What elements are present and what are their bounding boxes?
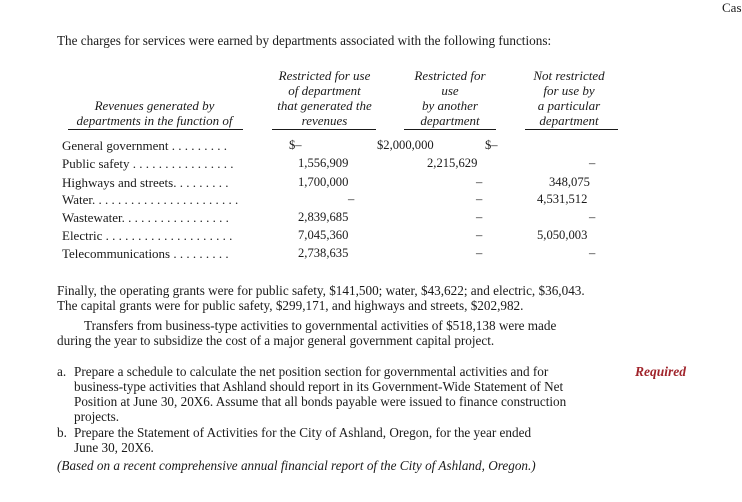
header-rule-col1 bbox=[272, 129, 376, 130]
intro-text: The charges for services were earned by departments associated with the following functions: bbox=[57, 33, 552, 48]
row-label: General government . . . . . . . . . bbox=[62, 138, 227, 153]
cell-col1: 1,700,000 bbox=[298, 175, 349, 189]
row-label: Public safety . . . . . . . . . . . . . . . . bbox=[62, 156, 234, 171]
row-label: Highways and streets. . . . . . . . . bbox=[62, 175, 229, 190]
row-label: Electric . . . . . . . . . . . . . . . . . . . . bbox=[62, 228, 233, 243]
cell-col1: 7,045,360 bbox=[298, 228, 349, 242]
transfers-paragraph: Transfers from business-type activities to governmental activities of $518,138 were made during the year to subsidize the cost of a major general government capital project. bbox=[57, 318, 557, 348]
cell-col2: – bbox=[476, 192, 483, 206]
cell-col1: 2,839,685 bbox=[298, 210, 349, 224]
requirement-a-marker: a. bbox=[57, 364, 67, 379]
header-col2: Restricted for use by another department bbox=[414, 68, 486, 128]
header-col0: Revenues generated by departments in the function of bbox=[76, 98, 233, 128]
cell-col3: 348,075 bbox=[549, 175, 590, 189]
cell-col3: – bbox=[589, 210, 596, 224]
cell-col1: 2,738,635 bbox=[298, 246, 349, 260]
requirement-b: Prepare the Statement of Activities for the City of Ashland, Oregon, for the year ended June 30, 20X6. bbox=[74, 425, 532, 455]
requirement-b-marker: b. bbox=[57, 425, 67, 440]
header-col1: Restricted for use of department that generated the revenues bbox=[277, 68, 372, 128]
cell-col2: 2,215,629 bbox=[427, 156, 478, 170]
cell-col2: – bbox=[476, 246, 483, 260]
required-label: Required bbox=[635, 364, 687, 379]
requirement-a: Prepare a schedule to calculate the net position section for governmental activities and for business-type activities that Ashland should report in its Government-Wide Statement of Net Position at June 30, 20X6. Assume that all bonds payable were issued to finance construction projects. bbox=[74, 364, 567, 424]
header-col3: Not restricted for use by a particular department bbox=[533, 68, 605, 128]
header-rule-col3 bbox=[525, 129, 618, 130]
corner-text: Cas bbox=[722, 0, 742, 15]
cell-col2: – bbox=[476, 175, 483, 189]
cell-col3: 5,050,003 bbox=[537, 228, 588, 242]
row-label: Telecommunications . . . . . . . . . bbox=[62, 246, 229, 261]
source-footnote: (Based on a recent comprehensive annual financial report of the City of Ashland, Oregon.) bbox=[57, 458, 536, 473]
cell-col3: 4,531,512 bbox=[537, 192, 588, 206]
header-rule-col0 bbox=[68, 129, 243, 130]
grants-paragraph: Finally, the operating grants were for public safety, $141,500; water, $43,622; and electric, $36,043. The capital grants were for public safety, $299,171, and highways and streets, $202,982. bbox=[57, 283, 585, 313]
cell-col3: $– bbox=[485, 138, 498, 152]
cell-col2: – bbox=[476, 228, 483, 242]
cell-col1: 1,556,909 bbox=[298, 156, 349, 170]
header-rule-col2 bbox=[404, 129, 496, 130]
cell-col1: $– bbox=[289, 138, 302, 152]
cell-col3: – bbox=[589, 156, 596, 170]
row-label: Water. . . . . . . . . . . . . . . . . . . . . . . bbox=[62, 192, 239, 207]
row-label: Wastewater. . . . . . . . . . . . . . . . . bbox=[62, 210, 229, 225]
cell-col3: – bbox=[589, 246, 596, 260]
cell-col1: – bbox=[348, 192, 355, 206]
cell-col2: $2,000,000 bbox=[377, 138, 434, 152]
cell-col2: – bbox=[476, 210, 483, 224]
